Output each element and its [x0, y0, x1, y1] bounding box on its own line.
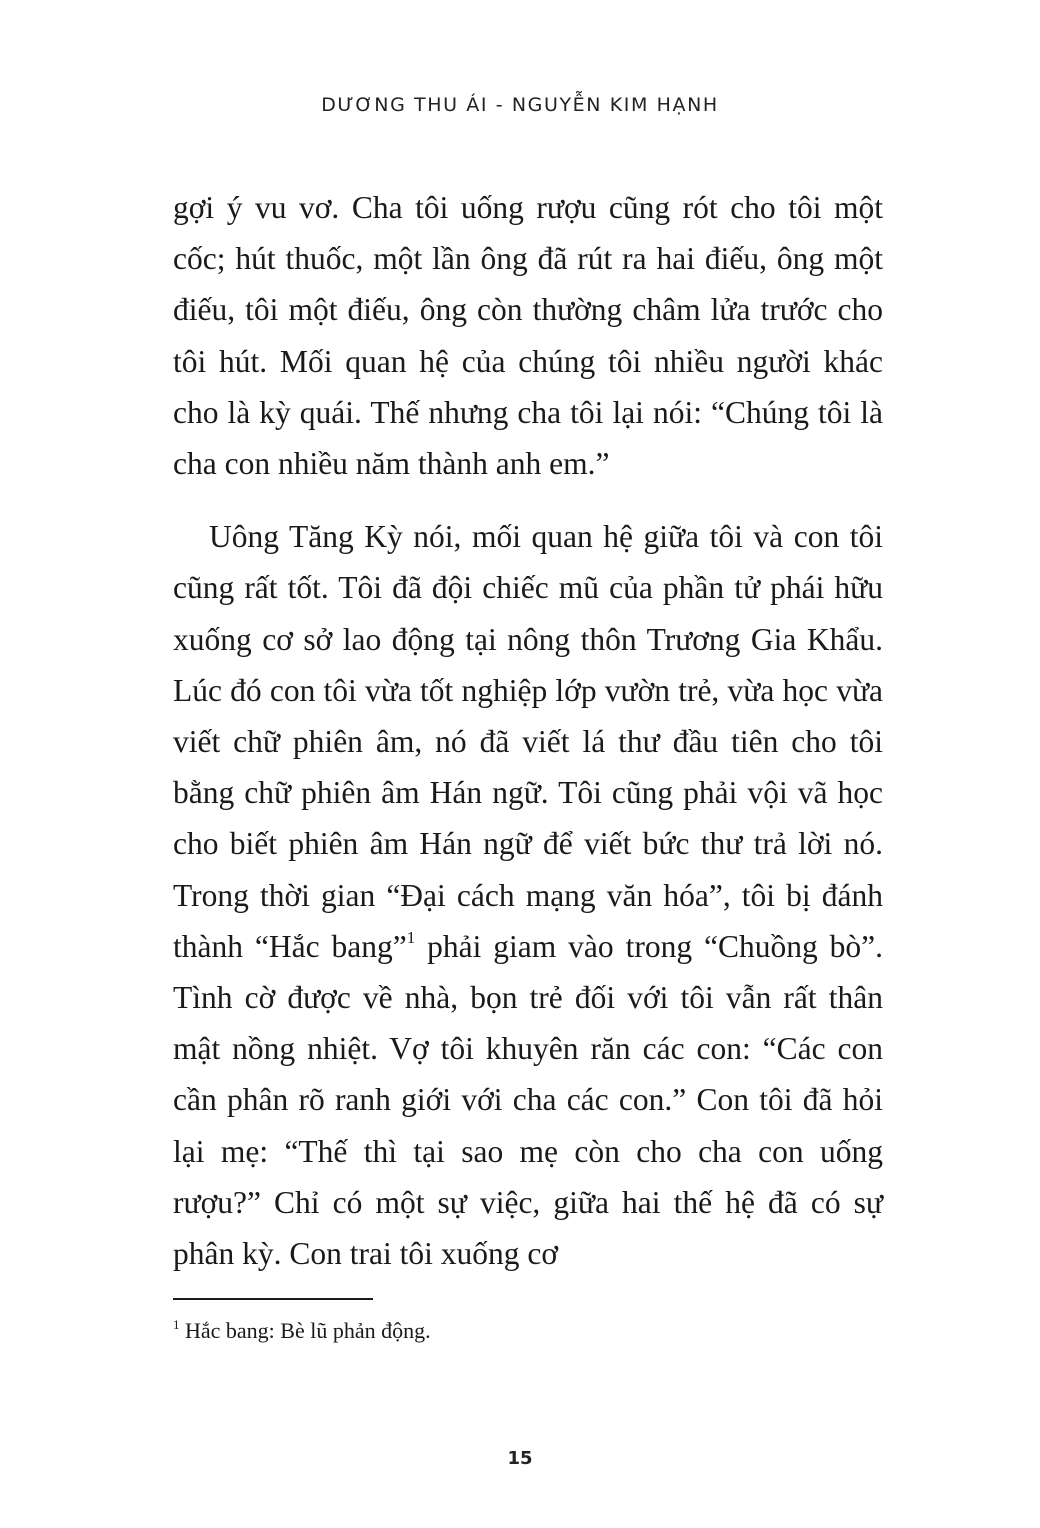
page-number: 15 [507, 1448, 533, 1469]
footnote-reference: 1 [406, 927, 416, 947]
paragraph-1: gợi ý vu vơ. Cha tôi uống rượu cũng rót cho tôi một cốc; hút thuốc, một lần ông đã rút ra hai điếu, ông một điếu, tôi một điếu, ông còn thường châm lửa trước cho tôi hút. Mối quan hệ của chúng tôi nhiều người khác cho là kỳ quái. Thế nhưng cha tôi lại nói: “Chúng tôi là cha con nhiều năm thành anh em.” [173, 190, 883, 482]
paragraph-2-part-1: Uông Tăng Kỳ nói, mối quan hệ giữa tôi và con tôi cũng rất tốt. Tôi đã đội chiếc mũ của phần tử phái hữu xuống cơ sở lao động tại nông thôn Trương Gia Khẩu. Lúc đó con tôi vừa tốt nghiệp lớp vườn trẻ, vừa học vừa viết chữ phiên âm, nó đã viết lá thư đầu tiên cho tôi bằng chữ phiên âm Hán ngữ. Tôi cũng phải vội vã học cho biết phiên âm Hán ngữ để viết bức thư trả lời nó. Trong thời gian “Đại cách mạng văn hóa”, tôi bị đánh thành “Hắc bang” [173, 519, 883, 964]
footnote-text: Hắc bang: Bè lũ phản động. [179, 1318, 431, 1343]
footnote [173, 1316, 883, 1346]
body-text [173, 182, 883, 1279]
running-head: DƯƠNG THU ÁI - NGUYỄN KIM HẠNH [321, 94, 719, 116]
footnote-marker: 1 [173, 1317, 180, 1332]
paragraph-2 [173, 511, 883, 1279]
footnote-divider [173, 1298, 373, 1300]
paragraph-2-part-2: phải giam vào trong “Chuồng bò”. Tình cờ được về nhà, bọn trẻ đối với tôi vẫn rất thân mật nồng nhiệt. Vợ tôi khuyên răn các con: “Các con cần phân rõ ranh giới với cha các con.” Con tôi đã hỏi lại mẹ: “Thế thì tại sao mẹ còn cho cha con uống rượu?” Chỉ có một sự việc, giữa hai thế hệ đã có sự phân kỳ. Con trai tôi xuống cơ [173, 928, 883, 1272]
